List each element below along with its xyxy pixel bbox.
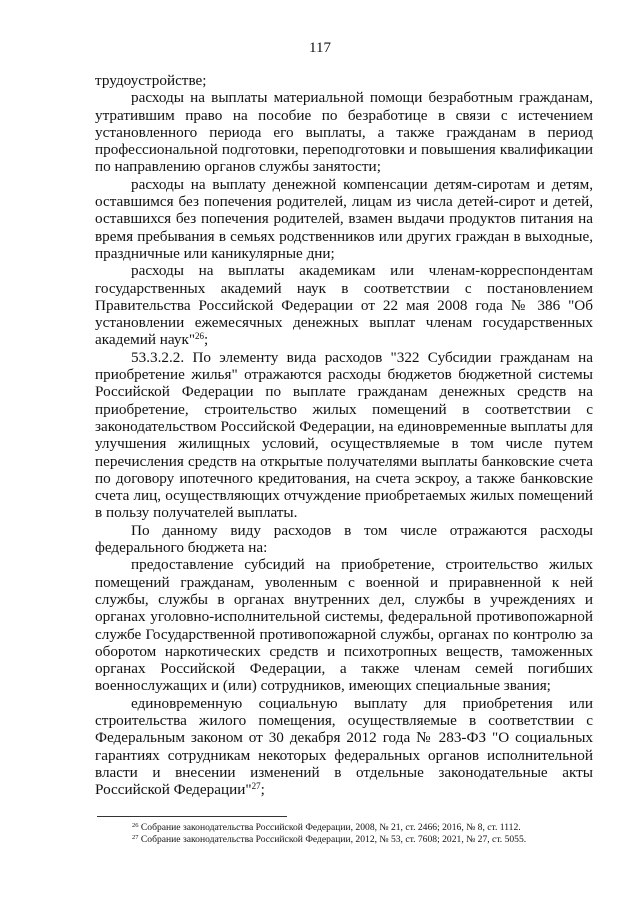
- footnotes: [132, 822, 602, 846]
- paragraph-orphan-compensation: расходы на выплату денежной компенсации детям-сиротам и детям, оставшимся без попечения родителей, лицам из числа детей-сирот и детей, оставшихся без попечения родителей, взамен выдачи продуктов питания на время пребывания в семьях родственников или других граждан в выходные, праздничные или каникулярные дни;: [95, 175, 593, 262]
- paragraph-academician-payments: расходы на выплаты академикам или членам-корреспондентам государственных академий наук в соответствии с постановлением Правительства Российской Федерации от 22 мая 2008 года № 386 "Об установлении ежемесячных денежных выплат членам государственных академий наук"$^{26}$;: [95, 262, 593, 349]
- footnote-ref-27: 27: [251, 781, 261, 792]
- footnote-divider: [97, 816, 287, 817]
- paragraph-section-53-3-2-2: 53.3.2.2. По элементу вида расходов "322 Субсидии гражданам на приобретение жилья" отражаются расходы бюджетов бюджетной системы Российской Федерации по выплате гражданам денежных средств на приобретение, строительство жилых помещений в соответствии с законодательством Российской Федерации, на единовременные выплаты для улучшения жилищных условий, осуществляемые в том числе путем перечисления средств на открытые получателями выплаты банковские счета по договору ипотечного кредитования, на счета эскроу, а также банковские счета лиц, осуществляющих отчуждение приобретаемых жилых помещений в пользу получателей выплаты.: [95, 348, 593, 522]
- footnote-26: $^{26}$ Собрание законодательства Российской Федерации, 2008, № 21, ст. 2466; 2016, № 8, ст. 1112.: [132, 822, 521, 833]
- footnote-ref-26: 26: [195, 331, 205, 342]
- footnote-27: $^{27}$ Собрание законодательства Российской Федерации, 2012, № 53, ст. 7608; 2021, № 27, ст. 5055.: [132, 834, 527, 845]
- paragraph-federal-budget-intro: По данному виду расходов в том числе отражаются расходы федерального бюджета на:: [95, 521, 593, 557]
- paragraph-lump-sum-payment: единовременную социальную выплату для приобретения или строительства жилого помещения, осуществляемые в соответствии с Федеральным законом от 30 декабря 2012 года № 283-ФЗ "О социальных гарантиях сотрудникам некоторых федеральных органов исполнительной власти и внесении изменений в отдельные законодательные акты Российской Федерации"$^{27}$;: [95, 694, 593, 799]
- page-number: 117: [309, 40, 331, 56]
- paragraph-continuation: трудоустройстве;: [95, 72, 207, 89]
- document-body: [95, 72, 593, 798]
- paragraph-housing-subsidies: предоставление субсидий на приобретение, строительство жилых помещений гражданам, уволенным с военной и приравненной к ней службы, службы в органах внутренних дел, службы в учреждениях и органах уголовно-исполнительной системы, федеральной противопожарной службе Государственной противопожарной службы, органах по контролю за оборотом наркотических средств и психотропных веществ, таможенных органах Российской Федерации, а также членам семей погибших военнослужащих и (или) сотрудников, имеющих специальные звания;: [95, 556, 593, 695]
- paragraph-unemployment-aid: расходы на выплаты материальной помощи безработным гражданам, утратившим право на пособие по безработице в связи с истечением установленного периода его выплаты, а также гражданам в период профессиональной подготовки, переподготовки и повышения квалификации по направлению органов службы занятости;: [95, 89, 593, 176]
